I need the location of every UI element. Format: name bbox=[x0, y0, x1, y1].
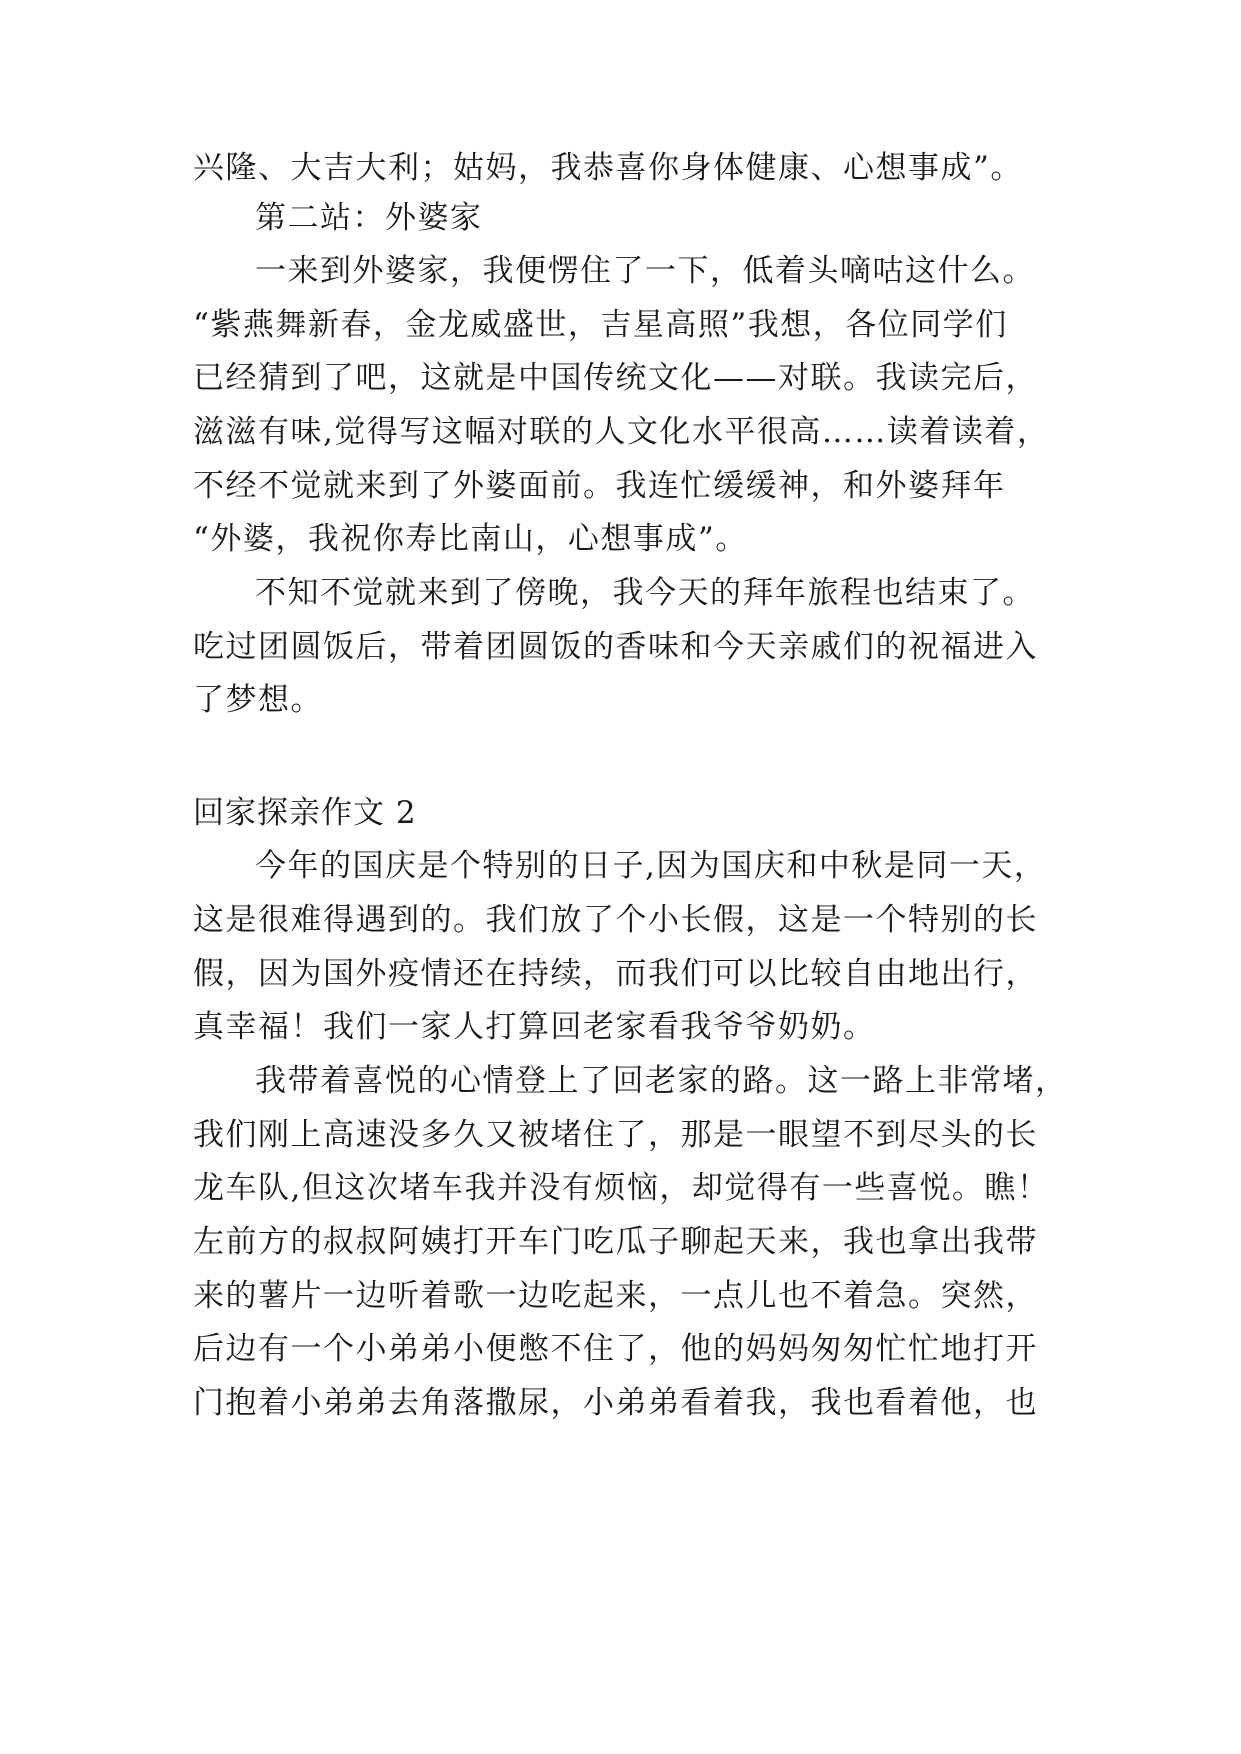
paragraph-line: 不知不觉就来到了傍晚，我今天的拜年旅程也结束了。 bbox=[255, 575, 1035, 611]
paragraph-line: 我带着喜悦的心情登上了回老家的路。这一路上非常堵， bbox=[255, 1063, 1068, 1099]
paragraph-line: 这是很难得遇到的。我们放了个小长假，这是一个特别的长 bbox=[193, 902, 1038, 938]
paragraph-line: 真幸福！我们一家人打算回老家看我爷爷奶奶。 bbox=[193, 1009, 876, 1045]
paragraph-line: 门抱着小弟弟去角落撒尿，小弟弟看着我，我也看着他，也 bbox=[193, 1385, 1038, 1421]
paragraph-line: 一来到外婆家，我便愣住了一下，低着头嘀咕这什么。 bbox=[255, 253, 1035, 289]
paragraph-line: 龙车队,但这次堵车我并没有烦恼，却觉得有一些喜悦。瞧！ bbox=[193, 1170, 1050, 1206]
paragraph-line: 兴隆、大吉大利；姑妈，我恭喜你身体健康、心想事成”。 bbox=[193, 150, 1023, 186]
paragraph-line: 了梦想。 bbox=[193, 682, 323, 718]
paragraph-line: 我们刚上高速没多久又被堵住了，那是一眼望不到尽头的长 bbox=[193, 1117, 1038, 1153]
section-title: 回家探亲作文 2 bbox=[193, 795, 417, 831]
paragraph-line: 假，因为国外疫情还在持续，而我们可以比较自由地出行， bbox=[193, 956, 1038, 992]
paragraph-line: 今年的国庆是个特别的日子,因为国庆和中秋是同一天， bbox=[255, 848, 1047, 884]
paragraph-line: “外婆，我祝你寿比南山，心想事成”。 bbox=[193, 521, 748, 557]
paragraph-line: 来的薯片一边听着歌一边吃起来，一点儿也不着急。突然， bbox=[193, 1278, 1038, 1314]
paragraph-line: 左前方的叔叔阿姨打开车门吃瓜子聊起天来，我也拿出我带 bbox=[193, 1224, 1038, 1260]
paragraph-line: 后边有一个小弟弟小便憋不住了，他的妈妈匆匆忙忙地打开 bbox=[193, 1331, 1038, 1367]
paragraph-line: 滋滋有味,觉得写这幅对联的人文化水平很高……读着读着， bbox=[193, 414, 1050, 450]
paragraph-line: “紫燕舞新春，金龙威盛世，吉星高照”我想，各位同学们 bbox=[193, 307, 1008, 343]
paragraph-line: 已经猜到了吧，这就是中国传统文化——对联。我读完后， bbox=[193, 360, 1038, 396]
paragraph-line: 不经不觉就来到了外婆面前。我连忙缓缓神，和外婆拜年 bbox=[193, 468, 1006, 504]
paragraph-line: 吃过团圆饭后，带着团圆饭的香味和今天亲戚们的祝福进入 bbox=[193, 629, 1038, 665]
subheading-line: 第二站：外婆家 bbox=[255, 200, 483, 236]
